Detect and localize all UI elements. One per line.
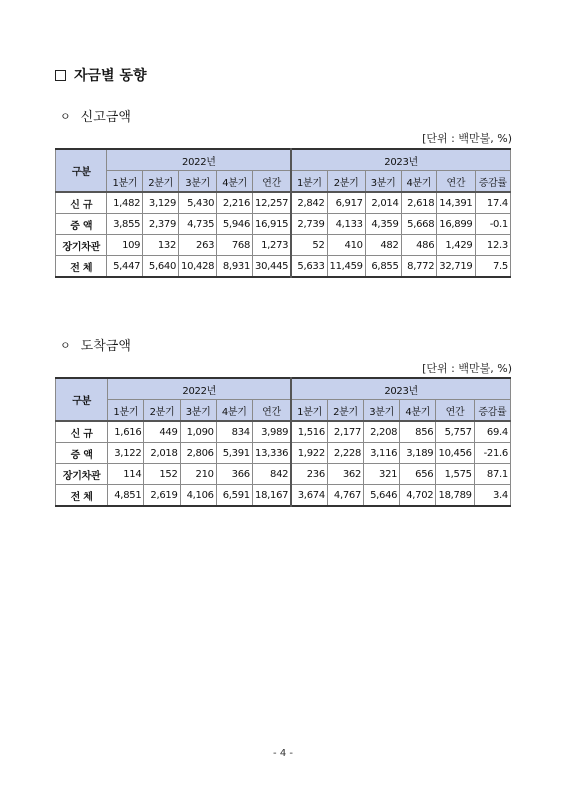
- row-label: 증 액: [56, 443, 108, 464]
- table-cell: 69.4: [474, 421, 510, 443]
- table-cell: 3,989: [252, 421, 291, 443]
- table-cell: -0.1: [475, 214, 511, 235]
- table-cell: 3.4: [474, 485, 510, 507]
- table-cell: 2,842: [291, 192, 327, 214]
- table-cell: 3,855: [107, 214, 143, 235]
- table-cell: 4,702: [400, 485, 436, 507]
- page-number: - 4 -: [273, 748, 293, 759]
- col-header: 1분기: [291, 171, 327, 193]
- table-cell: 17.4: [475, 192, 511, 214]
- table-cell: 2,739: [291, 214, 327, 235]
- table-cell: 3,189: [400, 443, 436, 464]
- data-table-2: [55, 377, 511, 507]
- col-header: 1분기: [108, 400, 144, 422]
- table-row: [56, 421, 511, 443]
- table-row: [56, 214, 511, 235]
- col-header: 2분기: [143, 171, 179, 193]
- table-cell: 1,273: [253, 235, 292, 256]
- table-row: [56, 192, 511, 214]
- table-cell: 366: [216, 464, 252, 485]
- table-cell: 4,106: [180, 485, 216, 507]
- table-cell: 410: [327, 235, 365, 256]
- circle-bullet-icon: ㅇ: [60, 338, 71, 352]
- table-cell: 5,430: [179, 192, 217, 214]
- col-header: 1분기: [291, 400, 327, 422]
- table-cell: 87.1: [474, 464, 510, 485]
- row-label: 신 규: [56, 421, 108, 443]
- header-group-label: 구분: [56, 378, 108, 421]
- table-cell: 1,575: [436, 464, 474, 485]
- table-cell: 12,257: [253, 192, 292, 214]
- col-header: 연간: [252, 400, 291, 422]
- table-row: [56, 485, 511, 507]
- table-cell: 5,668: [401, 214, 437, 235]
- table-cell: 5,391: [216, 443, 252, 464]
- data-table-1: [55, 148, 511, 278]
- table-cell: 52: [291, 235, 327, 256]
- row-label: 전 체: [56, 256, 107, 278]
- col-header: 1분기: [107, 171, 143, 193]
- circle-bullet-icon: ㅇ: [60, 109, 71, 123]
- table-cell: 3,116: [364, 443, 400, 464]
- table-cell: 2,177: [327, 421, 363, 443]
- col-header: 4분기: [216, 400, 252, 422]
- table-cell: 6,591: [216, 485, 252, 507]
- table-cell: 3,122: [108, 443, 144, 464]
- table-cell: 1,922: [291, 443, 327, 464]
- table-row: [56, 235, 511, 256]
- table-cell: 2,806: [180, 443, 216, 464]
- table-cell: 1,482: [107, 192, 143, 214]
- table-cell: 5,633: [291, 256, 327, 278]
- col-header: 증감률: [474, 400, 510, 422]
- table-cell: 4,133: [327, 214, 365, 235]
- table-cell: 768: [217, 235, 253, 256]
- header-year-2022: 2022년: [107, 149, 291, 171]
- table-cell: 5,447: [107, 256, 143, 278]
- table-cell: 152: [144, 464, 180, 485]
- header-year-2023: 2023년: [291, 149, 510, 171]
- row-label: 전 체: [56, 485, 108, 507]
- table-cell: 16,915: [253, 214, 292, 235]
- row-label: 증 액: [56, 214, 107, 235]
- table-cell: 4,767: [327, 485, 363, 507]
- row-label: 신 규: [56, 192, 107, 214]
- subsection-title-text: 신고금액: [80, 110, 131, 125]
- table-cell: 2,208: [364, 421, 400, 443]
- col-header: 연간: [437, 171, 475, 193]
- table-cell: 8,772: [401, 256, 437, 278]
- unit-label-1: [단위 : 백만불, %): [422, 132, 512, 145]
- table-cell: 449: [144, 421, 180, 443]
- table-cell: 1,429: [437, 235, 475, 256]
- table-cell: 263: [179, 235, 217, 256]
- row-label: 장기차관: [56, 464, 108, 485]
- table-cell: 30,445: [253, 256, 292, 278]
- table-cell: 132: [143, 235, 179, 256]
- header-year-2022: 2022년: [108, 378, 292, 400]
- subsection-title-1: [60, 106, 131, 125]
- table-cell: 486: [401, 235, 437, 256]
- header-year-2023: 2023년: [291, 378, 510, 400]
- table-cell: 4,851: [108, 485, 144, 507]
- table-cell: -21.6: [474, 443, 510, 464]
- table-cell: 114: [108, 464, 144, 485]
- row-label: 장기차관: [56, 235, 107, 256]
- col-header: 증감률: [475, 171, 511, 193]
- table-cell: 2,216: [217, 192, 253, 214]
- col-header: 연간: [436, 400, 474, 422]
- col-header: 4분기: [401, 171, 437, 193]
- table-cell: 10,428: [179, 256, 217, 278]
- col-header: 3분기: [180, 400, 216, 422]
- table-cell: 856: [400, 421, 436, 443]
- table-cell: 2,228: [327, 443, 363, 464]
- table-row: [56, 256, 511, 278]
- table-cell: 656: [400, 464, 436, 485]
- table-cell: 2,618: [401, 192, 437, 214]
- table-cell: 842: [252, 464, 291, 485]
- table-cell: 12.3: [475, 235, 511, 256]
- table-cell: 1,516: [291, 421, 327, 443]
- table-cell: 8,931: [217, 256, 253, 278]
- table-cell: 210: [180, 464, 216, 485]
- checkbox-square-icon: [55, 70, 66, 81]
- section-heading: [55, 65, 147, 85]
- table-row: [56, 443, 511, 464]
- col-header: 4분기: [400, 400, 436, 422]
- col-header: 연간: [253, 171, 292, 193]
- subsection-title-text: 도착금액: [80, 339, 131, 354]
- header-group-label: 구분: [56, 149, 107, 192]
- table-cell: 1,616: [108, 421, 144, 443]
- section-heading-text: 자금별 동향: [74, 68, 147, 84]
- table-cell: 4,735: [179, 214, 217, 235]
- col-header: 2분기: [327, 400, 363, 422]
- table-cell: 16,899: [437, 214, 475, 235]
- table-cell: 5,757: [436, 421, 474, 443]
- table-cell: 13,336: [252, 443, 291, 464]
- table-cell: 5,640: [143, 256, 179, 278]
- col-header: 4분기: [217, 171, 253, 193]
- table-cell: 236: [291, 464, 327, 485]
- table-cell: 109: [107, 235, 143, 256]
- table-cell: 2,619: [144, 485, 180, 507]
- col-header: 3분기: [364, 400, 400, 422]
- table-cell: 3,674: [291, 485, 327, 507]
- table-cell: 18,789: [436, 485, 474, 507]
- table-cell: 2,018: [144, 443, 180, 464]
- col-header: 3분기: [365, 171, 401, 193]
- table-cell: 5,946: [217, 214, 253, 235]
- col-header: 2분기: [144, 400, 180, 422]
- table-cell: 321: [364, 464, 400, 485]
- table-cell: 5,646: [364, 485, 400, 507]
- table-cell: 6,855: [365, 256, 401, 278]
- subsection-title-2: [60, 335, 131, 354]
- table-cell: 14,391: [437, 192, 475, 214]
- table-cell: 482: [365, 235, 401, 256]
- table-cell: 7.5: [475, 256, 511, 278]
- table-row: [56, 464, 511, 485]
- table-cell: 1,090: [180, 421, 216, 443]
- col-header: 2분기: [327, 171, 365, 193]
- table-cell: 3,129: [143, 192, 179, 214]
- table-cell: 2,379: [143, 214, 179, 235]
- table-cell: 4,359: [365, 214, 401, 235]
- col-header: 3분기: [179, 171, 217, 193]
- table-cell: 2,014: [365, 192, 401, 214]
- table-cell: 362: [327, 464, 363, 485]
- table-cell: 6,917: [327, 192, 365, 214]
- table-cell: 834: [216, 421, 252, 443]
- table-cell: 18,167: [252, 485, 291, 507]
- unit-label-2: [단위 : 백만불, %): [422, 362, 512, 375]
- table-cell: 10,456: [436, 443, 474, 464]
- table-cell: 32,719: [437, 256, 475, 278]
- table-cell: 11,459: [327, 256, 365, 278]
